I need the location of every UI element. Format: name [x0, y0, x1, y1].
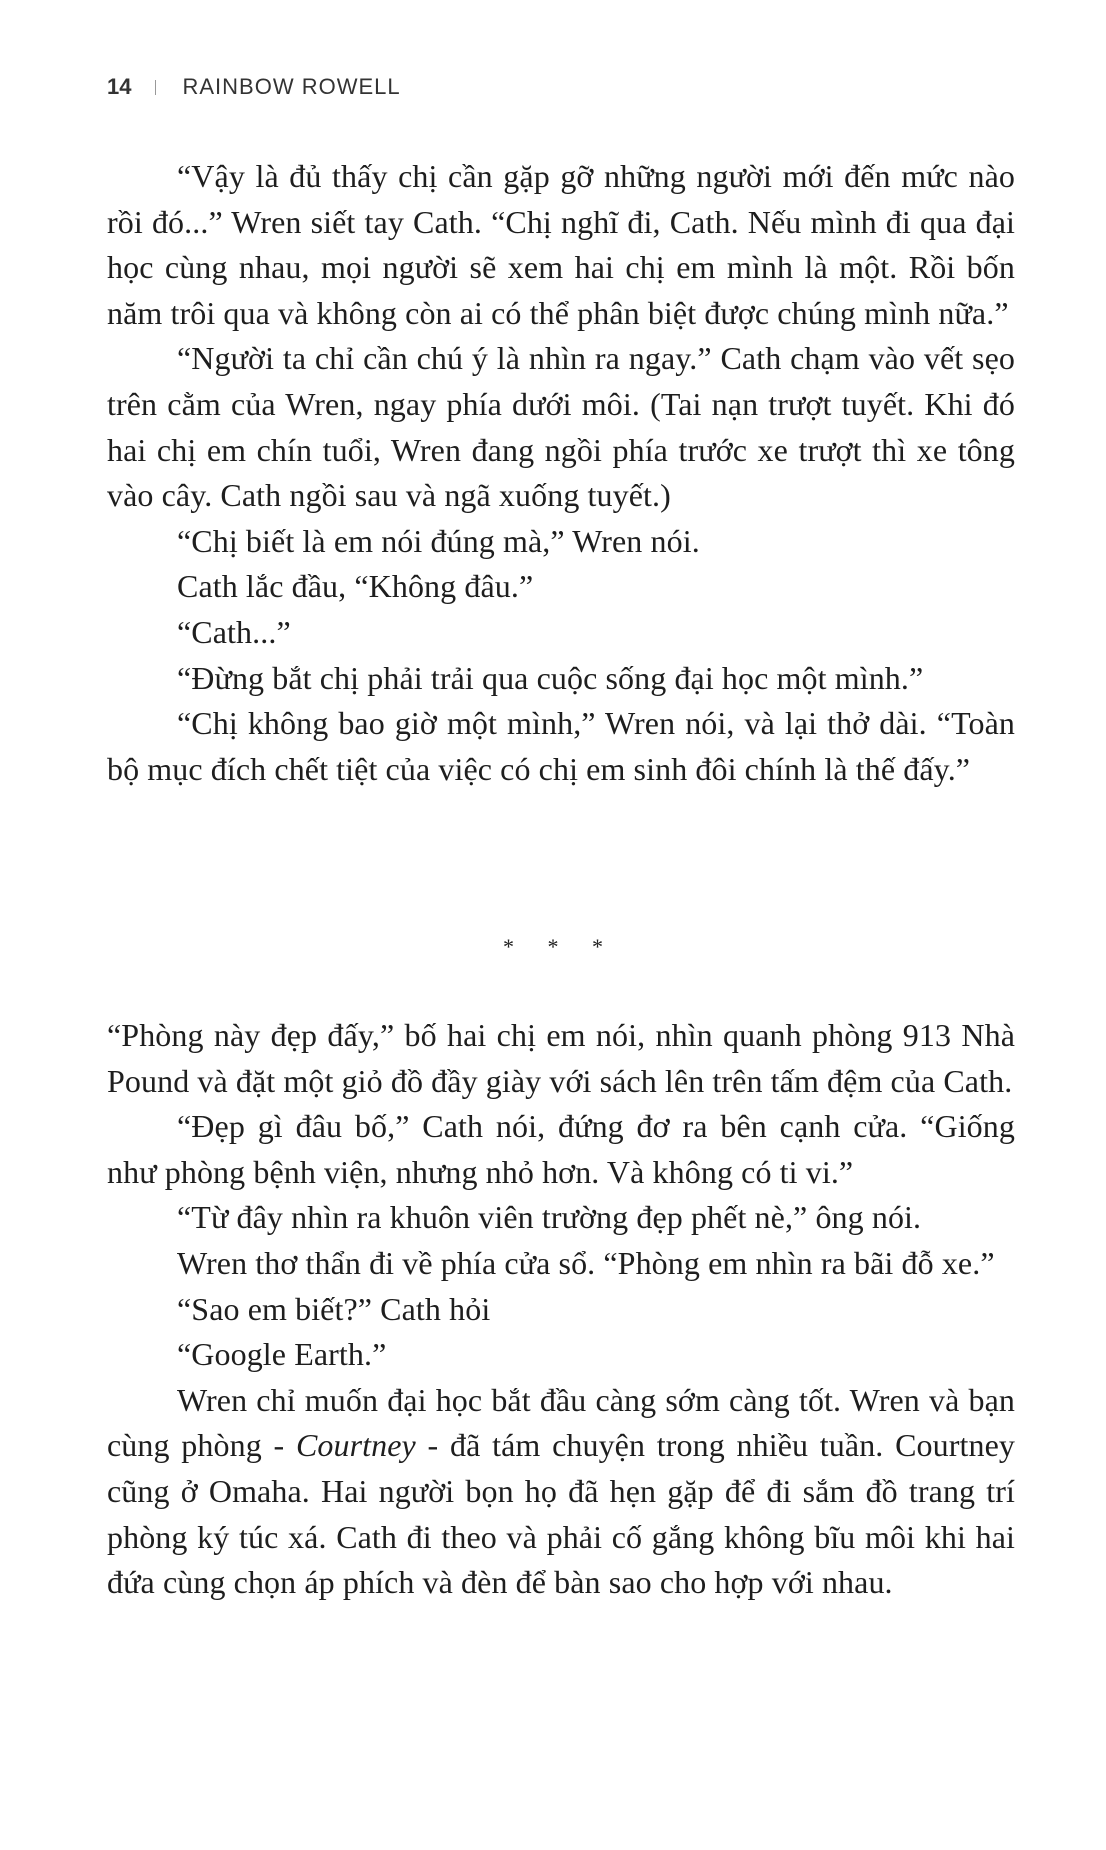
- paragraph: “Chị biết là em nói đúng mà,” Wren nói.: [177, 522, 700, 559]
- section-1: [107, 154, 1015, 792]
- paragraph: Cath lắc đầu, “Không đâu.”: [177, 568, 534, 605]
- section-2: [107, 1013, 1015, 1606]
- paragraph: “Phòng này đẹp đấy,” bố hai chị em nói, nhìn quanh phòng 913 Nhà Pound và đặt một giỏ đồ đầy giày với sách lên trên tấm đệm của Cath.: [107, 1017, 1015, 1099]
- paragraph: “Từ đây nhìn ra khuôn viên trường đẹp phết nè,” ông nói.: [177, 1199, 922, 1236]
- emphasized-name: Courtney: [295, 1427, 416, 1464]
- running-header: [107, 74, 401, 100]
- paragraph: “Google Earth.”: [177, 1336, 387, 1373]
- paragraph: “Đừng bắt chị phải trải qua cuộc sống đại học một mình.”: [177, 659, 924, 696]
- paragraph: Wren chỉ muốn đại học bắt đầu càng sớm càng tốt. Wren và bạn cùng phòng - Courtney - đã tám chuyện trong nhiều tuần. Courtney cũng ở Omaha. Hai người bọn họ đã hẹn gặp để đi sắm đồ trang trí phòng ký túc xá. Cath đi theo và phải cố gắng không bĩu môi khi hai đứa cùng chọn áp phích và đèn để bàn sao cho hợp với nhau.: [107, 1381, 1015, 1601]
- header-divider: [155, 80, 156, 95]
- page-number: 14: [107, 74, 132, 99]
- paragraph: “Chị không bao giờ một mình,” Wren nói, và lại thở dài. “Toàn bộ mục đích chết tiệt của việc có chị em sinh đôi chính là thế đấy.”: [107, 705, 1015, 787]
- paragraph: “Cath...”: [177, 613, 291, 650]
- paragraph: “Sao em biết?” Cath hỏi: [177, 1290, 491, 1327]
- author-name: RAINBOW ROWELL: [182, 74, 401, 99]
- paragraph: Wren thơ thẩn đi về phía cửa sổ. “Phòng em nhìn ra bãi đỗ xe.”: [177, 1244, 995, 1281]
- paragraph: “Người ta chỉ cần chú ý là nhìn ra ngay.” Cath chạm vào vết sẹo trên cằm của Wren, ngay phía dưới môi. (Tai nạn trượt tuyết. Khi đó hai chị em chín tuổi, Wren đang ngồi phía trước xe trượt thì xe tông vào cây. Cath ngồi sau và ngã xuống tuyết.): [107, 340, 1015, 514]
- section-break: * * *: [503, 934, 617, 959]
- paragraph: “Vậy là đủ thấy chị cần gặp gỡ những người mới đến mức nào rồi đó...” Wren siết tay Cath. “Chị nghĩ đi, Cath. Nếu mình đi qua đại học cùng nhau, mọi người sẽ xem hai chị em mình là một. Rồi bốn năm trôi qua và không còn ai có thể phân biệt được chúng mình nữa.”: [107, 158, 1015, 331]
- paragraph: “Đẹp gì đâu bố,” Cath nói, đứng đơ ra bên cạnh cửa. “Giống như phòng bệnh viện, nhưng nhỏ hơn. Và không có ti vi.”: [107, 1108, 1015, 1190]
